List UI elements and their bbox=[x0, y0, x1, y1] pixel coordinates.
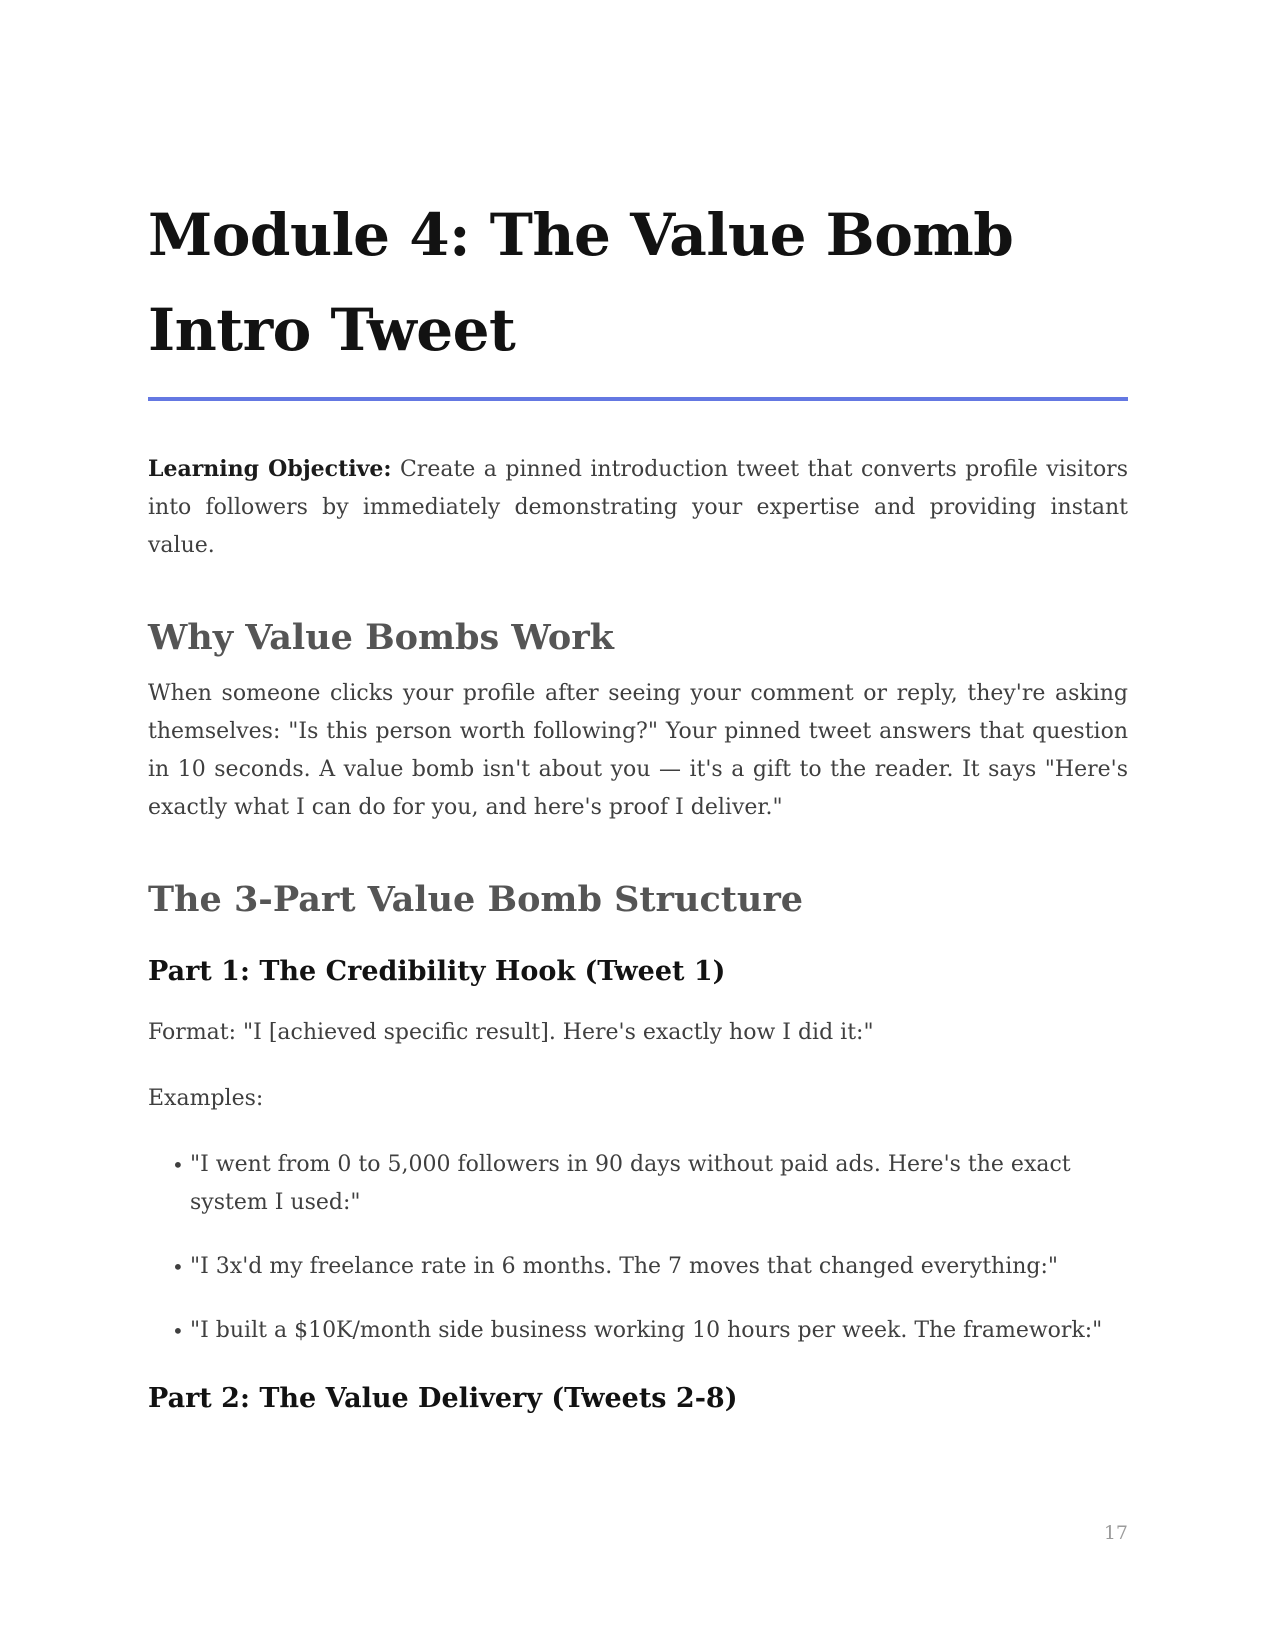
heading-part-1: Part 1: The Credibility Hook (Tweet 1) bbox=[148, 956, 726, 987]
learning-objective-label: Learning Objective: bbox=[148, 456, 392, 482]
example-item: • "I went from 0 to 5,000 followers in 90 days without paid ads. Here's the exact system I used:" bbox=[190, 1146, 1128, 1222]
page-title bbox=[148, 188, 1128, 378]
title-divider bbox=[148, 397, 1128, 401]
learning-objective-paragraph bbox=[148, 450, 1128, 565]
heading-why-value-bombs-work: Why Value Bombs Work bbox=[148, 617, 614, 658]
heading-part-2: Part 2: The Value Delivery (Tweets 2-8) bbox=[148, 1383, 738, 1414]
page-title-line-2: Intro Tweet bbox=[148, 296, 516, 364]
examples-list bbox=[148, 1146, 1128, 1350]
why-value-bombs-paragraph: When someone clicks your profile after seeing your comment or reply, they're asking themselves: "Is this person worth following?" Your pinned tweet answers that question in 10 seconds. A value bomb isn't about you — it's a gift to the reader. It says "Here's exactly what I can do for you, and here's proof I deliver." bbox=[148, 681, 1128, 820]
heading-3-part-structure: The 3-Part Value Bomb Structure bbox=[148, 879, 804, 920]
example-item: • "I built a $10K/month side business working 10 hours per week. The framework:" bbox=[190, 1312, 1128, 1350]
page-title-line-1: Module 4: The Value Bomb bbox=[148, 201, 1014, 269]
format-line: Format: "I [achieved specific result]. Here's exactly how I did it:" bbox=[148, 1020, 874, 1045]
learning-objective-text: Create a pinned introduction tweet that converts profile visitors into followers by immediately demonstrating your expertise and providing instant value. bbox=[148, 457, 1128, 558]
example-item: • "I 3x'd my freelance rate in 6 months. The 7 moves that changed everything:" bbox=[190, 1248, 1128, 1286]
page-number: 17 bbox=[1103, 1522, 1128, 1544]
examples-label: Examples: bbox=[148, 1086, 264, 1111]
